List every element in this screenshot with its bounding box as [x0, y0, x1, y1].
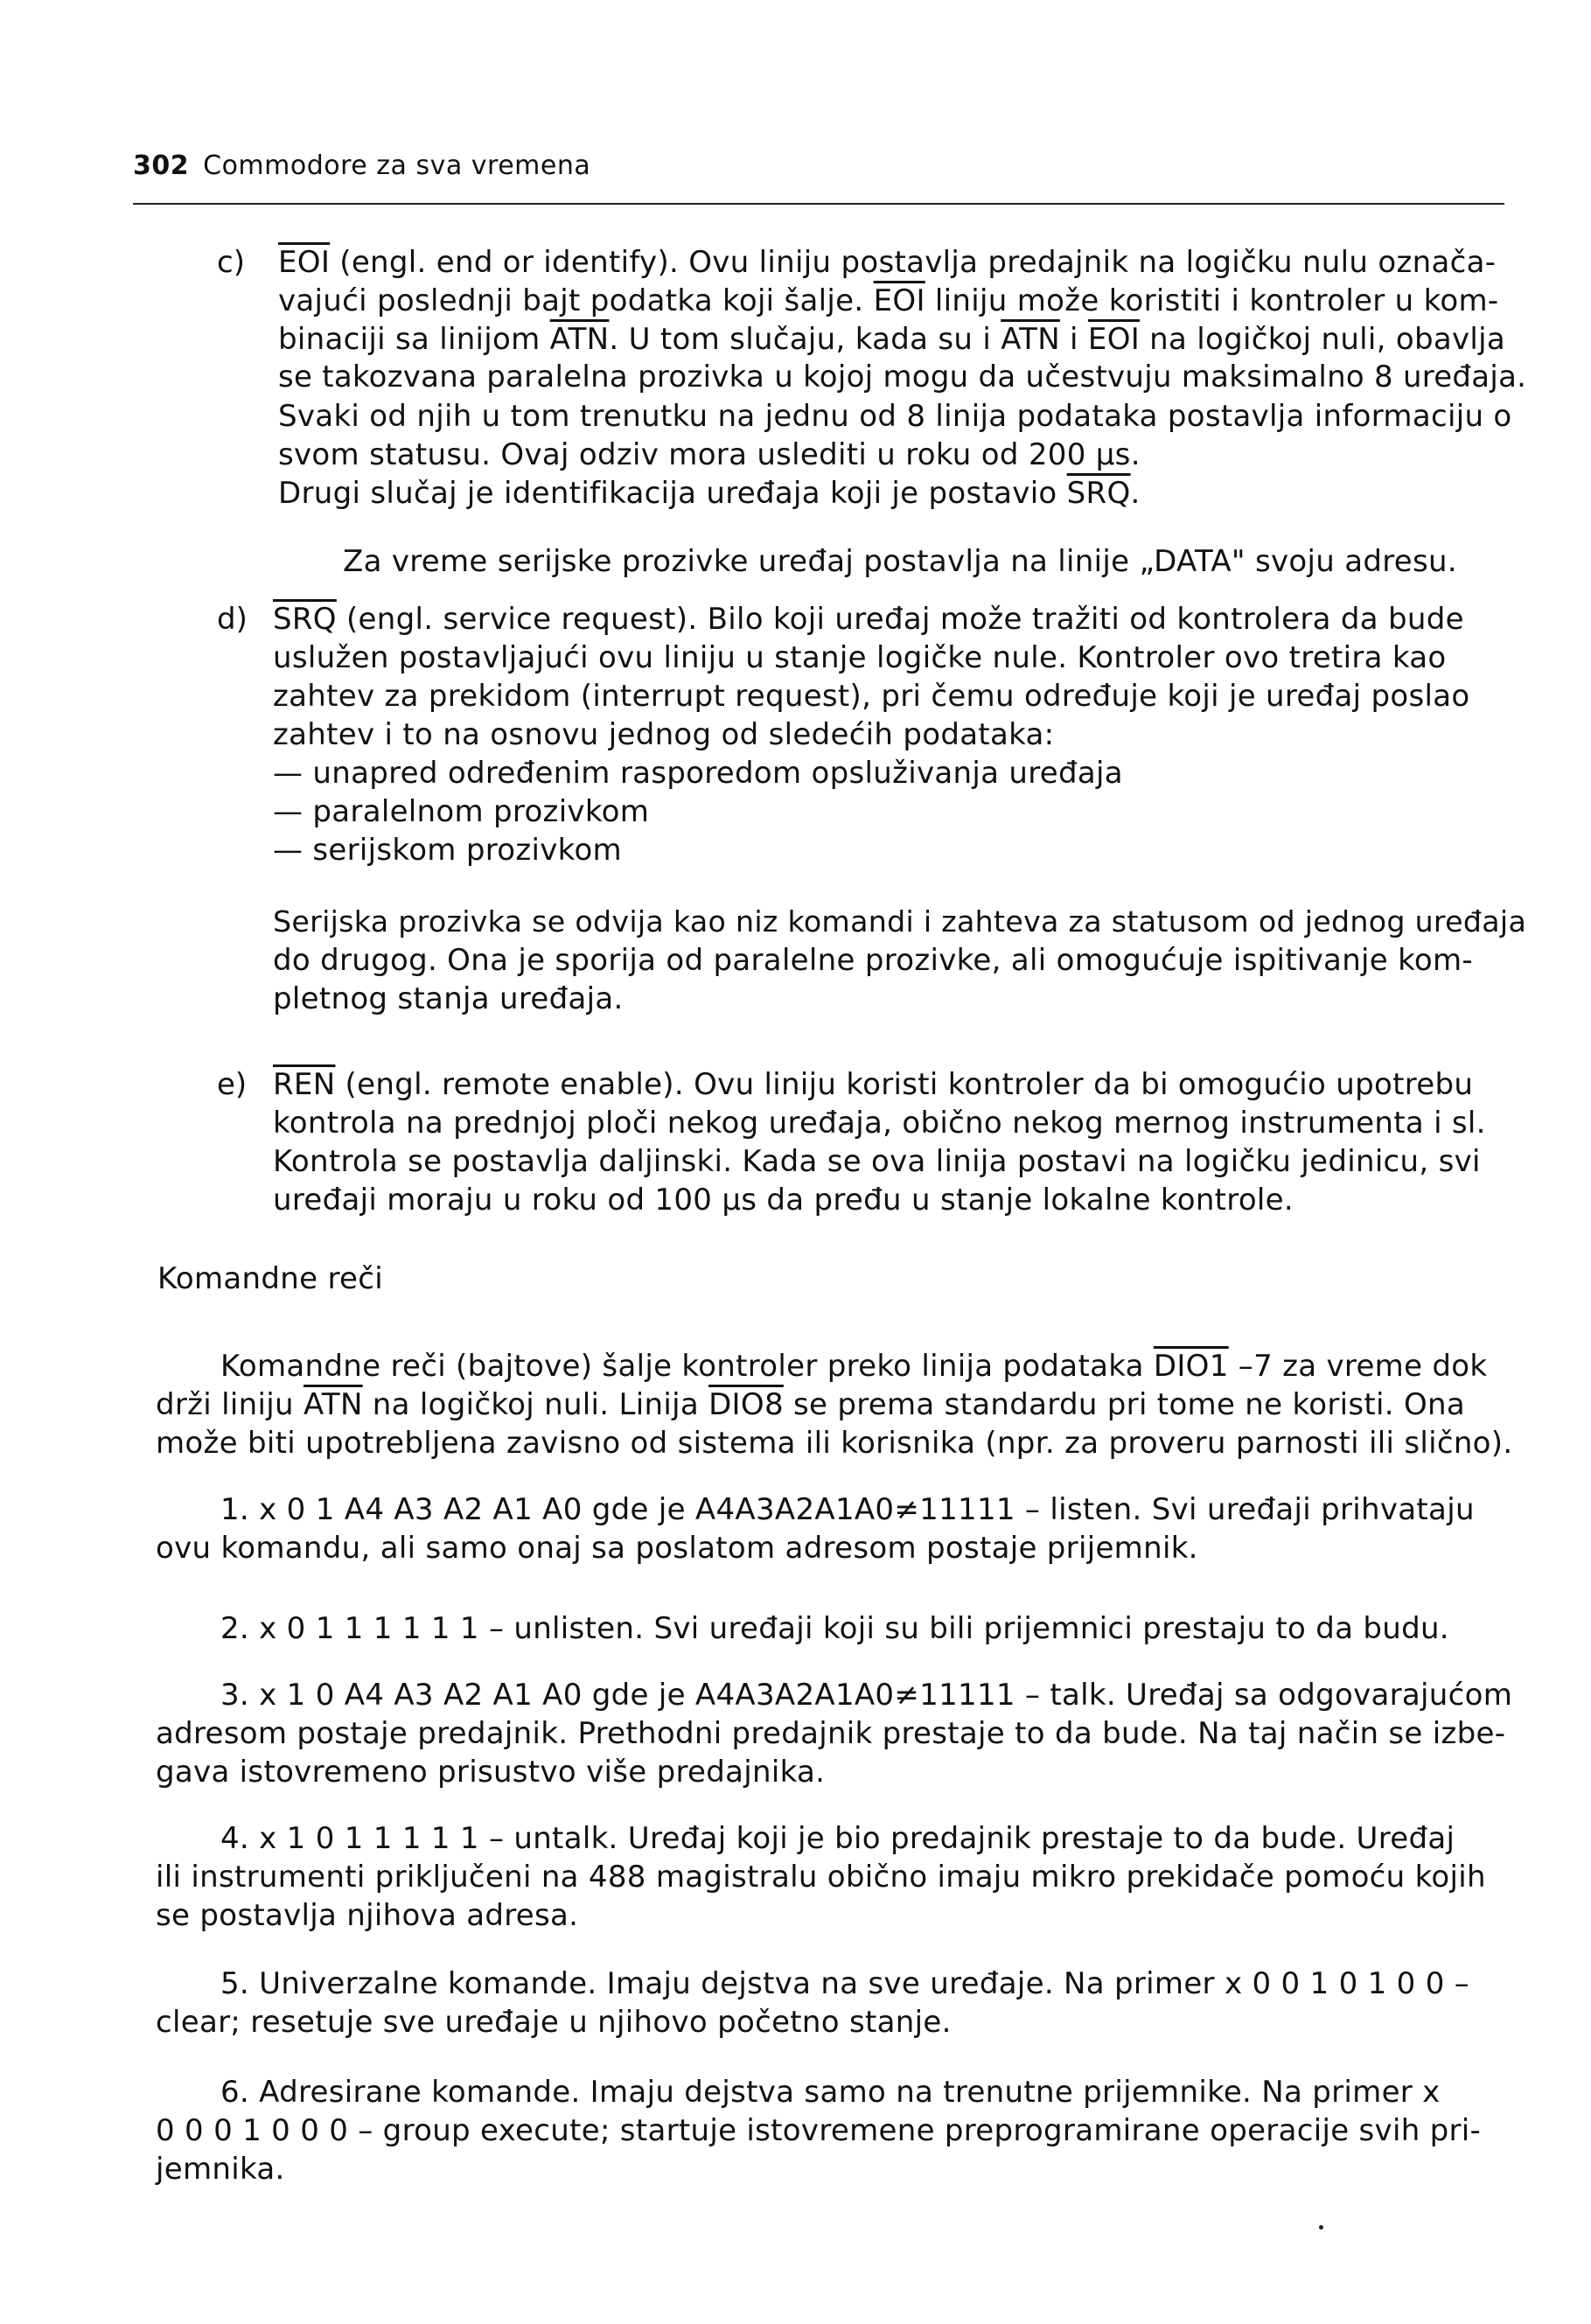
item-c-line-8: Za vreme serijske prozivke uređaj postavlja na linije „DATA" svoju adresu.	[343, 544, 1457, 579]
signal-eoi: $\overline{EOI}$	[278, 245, 331, 280]
text-run: na logičkoj nuli. Linija	[362, 1387, 709, 1422]
bullet-item: — paralelnom prozivkom	[273, 794, 650, 829]
item-c-line-5: Svaki od njih u tom trenutku na jednu od 8 linija podataka postavlja informaciju o	[278, 399, 1512, 434]
signal-atn: $\overline{ATN}$	[549, 322, 610, 357]
item-c-line-6: svom statusu. Ovaj odziv mora uslediti u roku od 200 μs.	[278, 437, 1141, 472]
text-run: (engl. end or identify). Ovu liniju postavlja predajnik na logičku nulu označa-	[330, 245, 1497, 280]
text-run: (engl. remote enable). Ovu liniju koristi kontroler da bi omogućio upotrebu	[335, 1067, 1474, 1102]
command-4-line-3: se postavlja njihova adresa.	[156, 1898, 579, 1933]
item-d-line-4: zahtev i to na osnovu jednog od sledećih podataka:	[273, 717, 1055, 752]
command-4-line-1: 4. x 1 0 1 1 1 1 1 – untalk. Uređaj koji je bio predajnik prestaje to da bude. Uređaj	[220, 1821, 1455, 1856]
text-run: na logičkoj nuli, obavlja	[1140, 322, 1506, 357]
scan-speck	[1319, 2225, 1323, 2230]
command-1-line-2: ovu komandu, ali samo onaj sa poslatom adresom postaje prijemnik.	[156, 1531, 1198, 1566]
section-heading: Komandne reči	[157, 1261, 383, 1296]
text-run: Komandne reči (bajtove) šalje kontroler preko linija podataka	[220, 1349, 1154, 1384]
signal-ren: $\overline{REN}$	[273, 1067, 336, 1102]
text-run: drži liniju	[156, 1387, 304, 1422]
signal-eoi: $\overline{EOI}$	[1087, 322, 1141, 357]
item-d-para-line-3: pletnog stanja uređaja.	[273, 981, 624, 1016]
item-c-line-2	[278, 282, 1499, 320]
page-header	[133, 150, 590, 181]
bullet-item: — serijskom prozivkom	[273, 833, 622, 868]
text-run: se prema standardu pri tome ne koristi. Ona	[783, 1387, 1466, 1422]
signal-srq: $\overline{SRQ}$	[273, 602, 337, 637]
text-run: vajući poslednji bajt podatka koji šalje.	[278, 283, 874, 318]
command-6-line-1: 6. Adresirane komande. Imaju dejstva samo na trenutne prijemnike. Na primer x	[220, 2075, 1441, 2110]
item-e-label: e)	[217, 1067, 248, 1102]
item-c-line-1	[278, 243, 1496, 282]
signal-srq: $\overline{SRQ}$	[1066, 476, 1131, 511]
text-run: . U tom slučaju, kada su i	[609, 322, 1001, 357]
item-d-para-line-2: do drugog. Ona je sporija od paralelne prozivke, ali omogućuje ispitivanje kom-	[273, 943, 1473, 978]
item-c-line-4: se takozvana paralelna prozivka u kojoj mogu da učestvuju maksimalno 8 uređaja.	[278, 360, 1527, 394]
signal-atn: $\overline{ATN}$	[303, 1387, 363, 1422]
item-d-line-2: uslužen postavljajući ovu liniju u stanje logičke nule. Kontroler ovo tretira kao	[273, 640, 1447, 675]
text-run: .	[1130, 476, 1141, 511]
text-run: (engl. service request). Bilo koji uređaj može tražiti od kontrolera da bude	[336, 602, 1464, 637]
command-6-line-3: jemnika.	[156, 2152, 285, 2187]
intro-line-3: može biti upotrebljena zavisno od sistema ili korisnika (npr. za proveru parnosti ili slično).	[156, 1426, 1513, 1461]
item-c-line-3	[278, 320, 1505, 359]
command-2-line-1: 2. x 0 1 1 1 1 1 1 – unlisten. Svi uređaji koji su bili prijemnici prestaju to da budu.	[220, 1611, 1449, 1646]
command-3-line-1: 3. x 1 0 A4 A3 A2 A1 A0 gde je A4A3A2A1A0≠11111 – talk. Uređaj sa odgovarajućom	[220, 1678, 1513, 1713]
item-e-line-4: uređaji moraju u roku od 100 μs da pređu u stanje lokalne kontrole.	[273, 1183, 1294, 1218]
command-6-line-2: 0 0 0 1 0 0 0 – group execute; startuje istovremene preprogramirane operacije svih pri-	[156, 2113, 1482, 2148]
text-run: Drugi slučaj je identifikacija uređaja koji je postavio	[278, 476, 1067, 511]
item-e-line-1	[273, 1065, 1473, 1104]
text-run: liniju može koristiti i kontroler u kom-	[925, 283, 1499, 318]
signal-atn: $\overline{ATN}$	[1001, 322, 1060, 357]
bullet-item: — unapred određenim rasporedom opsluživanja uređaja	[273, 756, 1123, 791]
item-d-para-line-1: Serijska prozivka se odvija kao niz komandi i zahteva za statusom od jednog uređaja	[273, 904, 1527, 939]
running-title: Commodore za sva vremena	[203, 150, 591, 181]
item-c-label: c)	[217, 245, 245, 280]
page-number: 302	[133, 150, 190, 181]
item-e-line-2: kontrola na prednjoj ploči nekog uređaja, obično nekog mernog instrumenta i sl.	[273, 1106, 1486, 1141]
item-d-line-3: zahtev za prekidom (interrupt request), pri čemu određuje koji je uređaj poslao	[273, 679, 1470, 714]
command-5-line-2: clear; resetuje sve uređaje u njihovo početno stanje.	[156, 2005, 952, 2040]
intro-line-1	[220, 1347, 1487, 1385]
item-c-line-7	[278, 474, 1141, 513]
item-d-label: d)	[217, 602, 248, 637]
signal-eoi: $\overline{EOI}$	[873, 283, 925, 318]
command-3-line-2: adresom postaje predajnik. Prethodni predajnik prestaje to da bude. Na taj način se izbe-	[156, 1716, 1506, 1751]
text-run: –7 za vreme dok	[1228, 1349, 1488, 1384]
text-run: i	[1059, 322, 1088, 357]
command-4-line-2: ili instrumenti priključeni na 488 magistralu obično imaju mikro prekidače pomoću kojih	[156, 1860, 1486, 1895]
command-5-line-1: 5. Univerzalne komande. Imaju dejstva na sve uređaje. Na primer x 0 0 1 0 1 0 0 –	[220, 1966, 1470, 2001]
signal-dio1: DIO1	[1153, 1349, 1229, 1384]
item-d-line-1	[273, 600, 1464, 639]
header-rule	[133, 203, 1504, 205]
command-1-line-1: 1. x 0 1 A4 A3 A2 A1 A0 gde je A4A3A2A1A0≠11111 – listen. Svi uređaji prihvataju	[220, 1492, 1475, 1527]
signal-dio8: DIO8	[708, 1387, 784, 1422]
command-3-line-3: gava istovremeno prisustvo više predajnika.	[156, 1755, 826, 1790]
intro-line-2	[156, 1385, 1465, 1424]
text-run: binaciji sa linijom	[278, 322, 550, 357]
item-e-line-3: Kontrola se postavlja daljinski. Kada se ova linija postavi na logičku jedinicu, svi	[273, 1144, 1481, 1179]
